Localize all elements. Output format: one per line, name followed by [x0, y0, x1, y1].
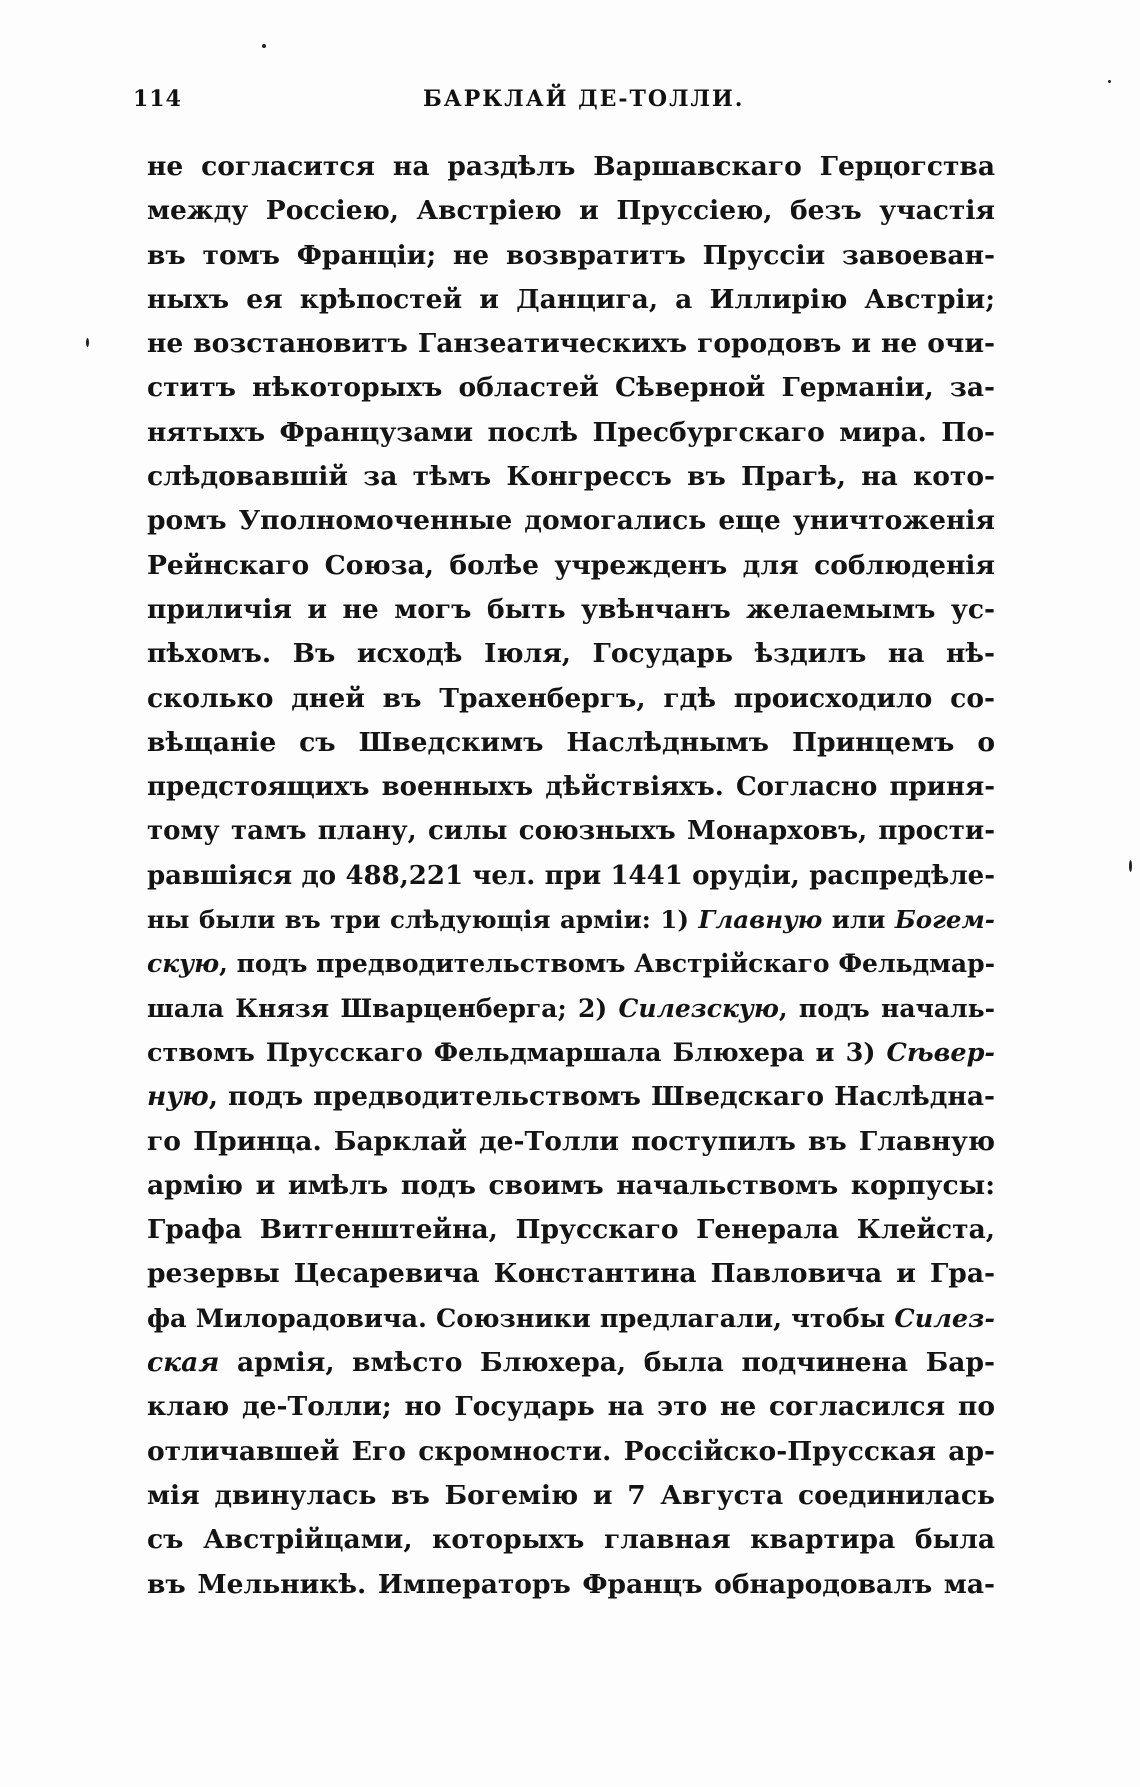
text-line: [147, 322, 995, 366]
text-segment: го Принца. Барклай де-Толли поступилъ въ Главную: [147, 1125, 995, 1157]
italic-segment: скую: [147, 949, 220, 979]
text-segment: предстоящихъ военныхъ дѣйствіяхъ. Согласно приня-: [147, 772, 995, 803]
italic-segment: Сѣвер-: [886, 1037, 995, 1068]
text-line: [147, 854, 995, 898]
text-line: [147, 809, 995, 853]
scan-speck: [1108, 80, 1111, 83]
scan-speck: [86, 338, 89, 347]
text-segment: съ Австрійцами, которыхъ главная квартира была: [147, 1524, 995, 1556]
text-line: [147, 987, 995, 1031]
text-line: [147, 677, 995, 721]
text-line: [147, 1341, 995, 1385]
text-line: [147, 588, 995, 632]
text-segment: вѣщаніе съ Шведскимъ Наслѣднымъ Принцемъ о: [147, 726, 995, 758]
text-segment: армію и имѣлъ подъ своимъ начальствомъ корпусы:: [147, 1169, 995, 1201]
text-line: [147, 499, 995, 543]
scan-speck: [1129, 860, 1132, 872]
running-head: [133, 80, 993, 120]
text-line: [147, 455, 995, 499]
header-title: БАРКЛАЙ ДЕ-ТОЛЛИ.: [423, 86, 745, 112]
text-line: [147, 1031, 995, 1075]
text-line: [147, 411, 995, 455]
text-segment: ны были въ три слѣдующія арміи: 1): [147, 905, 699, 935]
text-segment: приличія и не могъ быть увѣнчанъ желаемымъ ус-: [147, 593, 995, 625]
text-line: [147, 1120, 995, 1164]
text-segment: ститъ нѣкоторыхъ областей Сѣверной Германіи, за-: [147, 372, 995, 404]
text-line: [147, 278, 995, 322]
text-line: [147, 544, 995, 588]
text-segment: сколько дней въ Трахенбергъ, гдѣ происходило со-: [147, 682, 995, 714]
text-line: [147, 765, 995, 809]
italic-segment: Богем-: [894, 905, 995, 935]
page-number: 114: [133, 86, 182, 112]
text-segment: резервы Цесаревича Константина Павловича и Гра-: [147, 1258, 995, 1290]
text-line: [147, 632, 995, 676]
text-segment: ствомъ Прусскаго Фельдмаршала Блюхера и 3): [147, 1037, 887, 1068]
text-line: [147, 898, 995, 942]
text-segment: , подъ началь-: [778, 993, 995, 1023]
text-segment: армія, вмѣсто Блюхера, была подчинена Бар-: [219, 1347, 995, 1379]
text-segment: Рейнскаго Союза, болѣе учрежденъ для соблюденія: [147, 549, 995, 581]
body-text: [147, 145, 995, 1607]
text-segment: въ томъ Франціи; не возвратитъ Пруссіи завоеван-: [147, 239, 995, 271]
text-line: [147, 1474, 995, 1518]
text-segment: мія двинулась въ Богемію и 7 Августа соединилась: [147, 1479, 995, 1511]
text-segment: фа Милорадовича. Союзники предлагали, чтобы: [147, 1303, 895, 1334]
text-line: [147, 1563, 995, 1607]
text-line: [147, 366, 995, 410]
text-segment: пѣхомъ. Въ исходѣ Іюля, Государь ѣздилъ на нѣ-: [147, 638, 995, 670]
text-segment: , подъ предводительствомъ Австрійскаго Фельдмар-: [219, 949, 995, 979]
text-line: [147, 145, 995, 189]
text-line: [147, 234, 995, 278]
text-segment: въ Мельникѣ. Императоръ Францъ обнародовалъ ма-: [147, 1568, 995, 1600]
text-segment: , подъ предводительствомъ Шведскаго Наслѣдна-: [208, 1081, 995, 1113]
italic-segment: Силезскую: [618, 993, 779, 1023]
scan-speck: [262, 44, 266, 48]
text-line: [147, 1075, 995, 1119]
text-line: [147, 1385, 995, 1429]
text-segment: ныхъ ея крѣпостей и Данцига, а Иллирію Австріи;: [147, 283, 995, 315]
text-segment: тому тамъ плану, силы союзныхъ Монарховъ, прости-: [147, 816, 995, 847]
text-segment: не согласится на раздѣлъ Варшавскаго Герцогства: [147, 151, 995, 182]
text-line: [147, 721, 995, 765]
text-line: [147, 942, 995, 986]
text-line: [147, 1252, 995, 1296]
text-segment: или: [822, 905, 895, 935]
text-segment: слѣдовавшій за тѣмъ Конгрессъ въ Прагѣ, на кото-: [147, 461, 995, 493]
text-line: [147, 1208, 995, 1252]
text-segment: шала Князя Шварценберга; 2): [147, 993, 619, 1023]
text-segment: Графа Витгенштейна, Прусскаго Генерала Клейста,: [147, 1214, 995, 1246]
text-line: [147, 1518, 995, 1562]
text-segment: нятыхъ Французами послѣ Пресбургскаго мира. По-: [147, 416, 995, 448]
text-segment: равшіяся до 488,221 чел. при 1441 орудіи, распредѣле-: [147, 860, 995, 891]
text-line: [147, 1430, 995, 1474]
text-segment: ромъ Уполномоченные домогались еще уничтоженія: [147, 505, 995, 537]
italic-segment: ную: [147, 1081, 209, 1113]
italic-segment: Главную: [698, 905, 823, 935]
text-segment: не возстановитъ Ганзеатическихъ городовъ и не очи-: [147, 328, 995, 360]
text-segment: отличавшей Его скромности. Россійско-Прусская ар-: [147, 1435, 995, 1467]
text-segment: клаю де-Толли; но Государь на это не согласился по: [147, 1391, 995, 1423]
text-line: [147, 189, 995, 233]
text-line: [147, 1164, 995, 1208]
italic-segment: ская: [147, 1347, 220, 1379]
text-line: [147, 1297, 995, 1341]
italic-segment: Силез-: [894, 1303, 995, 1334]
text-segment: между Россіею, Австріею и Пруссіею, безъ участія: [147, 195, 995, 227]
